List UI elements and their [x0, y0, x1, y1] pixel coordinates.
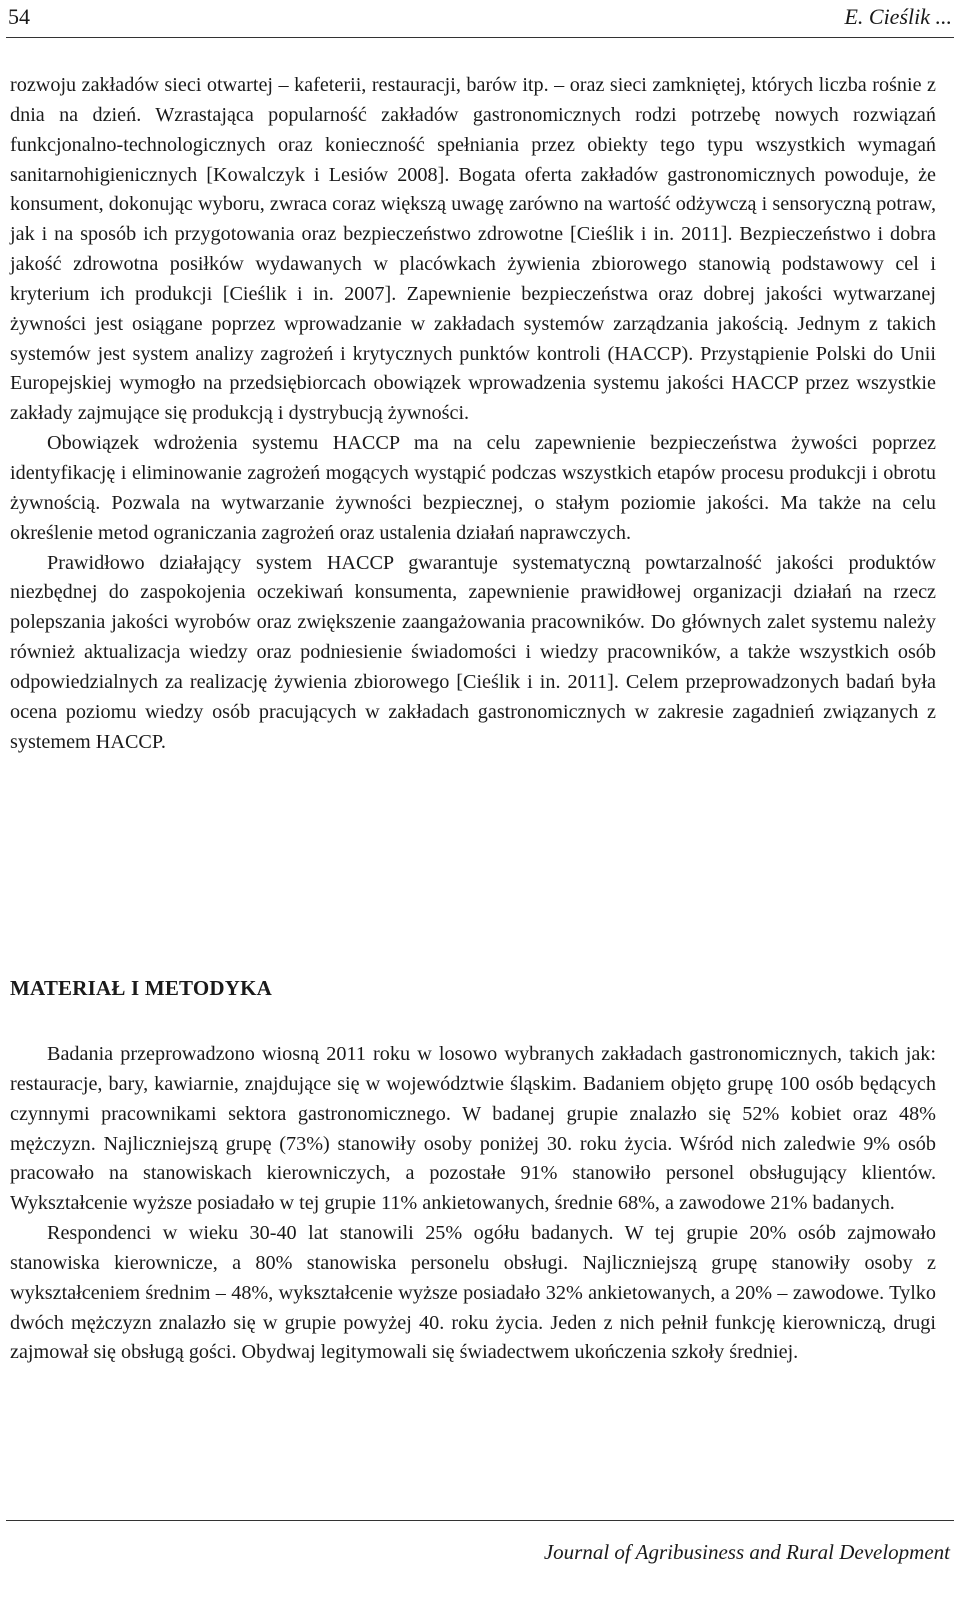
section-text — [10, 1040, 936, 1368]
intro-text — [10, 71, 936, 757]
header-rule — [6, 37, 954, 38]
page-number: 54 — [8, 4, 30, 29]
running-title: E. Cieślik ... — [844, 4, 952, 29]
footer-rule — [6, 1520, 954, 1521]
paragraph: Badania przeprowadzono wiosną 2011 roku w losowo wybranych zakładach gastronomicznych, takich jak: restauracje, bary, kawiarnie, znajdujące się w województwie śląskim. Badaniem objęto grupę 100 osób będących czynnymi pracownikami sektora gastronomicznego. W badanej grupie znalazło się 52% kobiet oraz 48% mężczyzn. Najliczniejszą grupę (73%) stanowiły osoby poniżej 30. roku życia. Wśród nich zaledwie 9% osób pracowało na stanowiskach kierowniczych, a pozostałe 91% stanowiło personel obsługujący klientów. Wykształcenie wyższe posiadało w tej grupie 11% ankietowanych, średnie 68%, a zawodowe 21% badanych. — [10, 1043, 936, 1215]
paragraph: rozwoju zakładów sieci otwartej – kafeterii, restauracji, barów itp. – oraz sieci zamkniętej, których liczba rośnie z dnia na dzień. Wzrastająca popularność zakładów gastronomicznych rodzi potrzebę nowych rozwiązań funkcjonalno-technologicznych oraz konieczność spełniania przez obiekty tego typu wszystkich wymagań sanitarnohigienicznych [Kowalczyk i Lesiów 2008]. Bogata oferta zakładów gastronomicznych powoduje, że konsument, dokonując wyboru, zwraca coraz większą uwagę zarówno na wartość odżywczą i sensoryczną potraw, jak i na sposób ich przygotowania oraz bezpieczeństwo zdrowotne [Cieślik i in. 2011]. Bezpieczeństwo i dobra jakość zdrowotna posiłków wydawanych w placówkach żywienia zbiorowego stanowią podstawowy cel i kryterium ich produkcji [Cieślik i in. 2007]. Zapewnienie bezpieczeństwa oraz dobrej jakości wytwarzanej żywności jest osiągane poprzez wprowadzanie w zakładach systemów zarządzania jakością. Jednym z takich systemów jest system analizy zagrożeń i krytycznych punktów kontroli (HACCP). Przystąpienie Polski do Unii Europejskiej wymogło na przedsiębiorcach obowiązek wprowadzenia systemu jakości HACCP przez wszystkie zakłady zajmujące się produkcją i dystrybucją żywności. — [10, 74, 936, 425]
paragraph: Obowiązek wdrożenia systemu HACCP ma na celu zapewnienie bezpieczeństwa żywości poprzez identyfikację i eliminowanie zagrożeń mogących wystąpić podczas wszystkich etapów procesu produkcji i obrotu żywnością. Pozwala na wytwarzanie żywności bezpiecznej, o stałym poziomie jakości. Ma także na celu określenie metod ograniczania zagrożeń oraz ustalenia działań naprawczych. — [10, 432, 936, 544]
page-header — [8, 0, 952, 38]
paragraph: Respondenci w wieku 30-40 lat stanowili 25% ogółu badanych. W tej grupie 20% osób zajmowało stanowiska kierownicze, a 80% stanowiska personelu obsługi. Najliczniejszą grupę stanowiły osoby z wykształceniem średnim – 48%, wykształcenie wyższe posiadało 32% ankietowanych, a 20% – zawodowe. Tylko dwóch mężczyzn znalazło się w grupie powyżej 40. roku życia. Jeden z nich pełnił funkcję kierowniczą, drugi zajmował się obsługą gości. Obydwaj legitymowali się świadectwem ukończenia szkoły średniej. — [10, 1222, 936, 1364]
section-heading: MATERIAŁ I METODYKA — [10, 976, 273, 1000]
journal-footer: Journal of Agribusiness and Rural Development — [543, 1540, 950, 1564]
paragraph: Prawidłowo działający system HACCP gwarantuje systematyczną powtarzalność jakości produktów niezbędnej do zaspokojenia oczekiwań konsumenta, zapewnienie prawidłowej organizacji działań na rzecz polepszania jakości wyrobów oraz zwiększenie zaangażowania pracowników. Do głównych zalet systemu należy również aktualizacja wiedzy oraz podniesienie świadomości i wiedzy pracowników, a także wszystkich osób odpowiedzialnych za realizację żywienia zbiorowego [Cieślik i in. 2011]. Celem przeprowadzonych badań była ocena poziomu wiedzy osób pracujących w zakładach gastronomicznych w zakresie zagadnień związanych z systemem HACCP. — [10, 551, 936, 753]
